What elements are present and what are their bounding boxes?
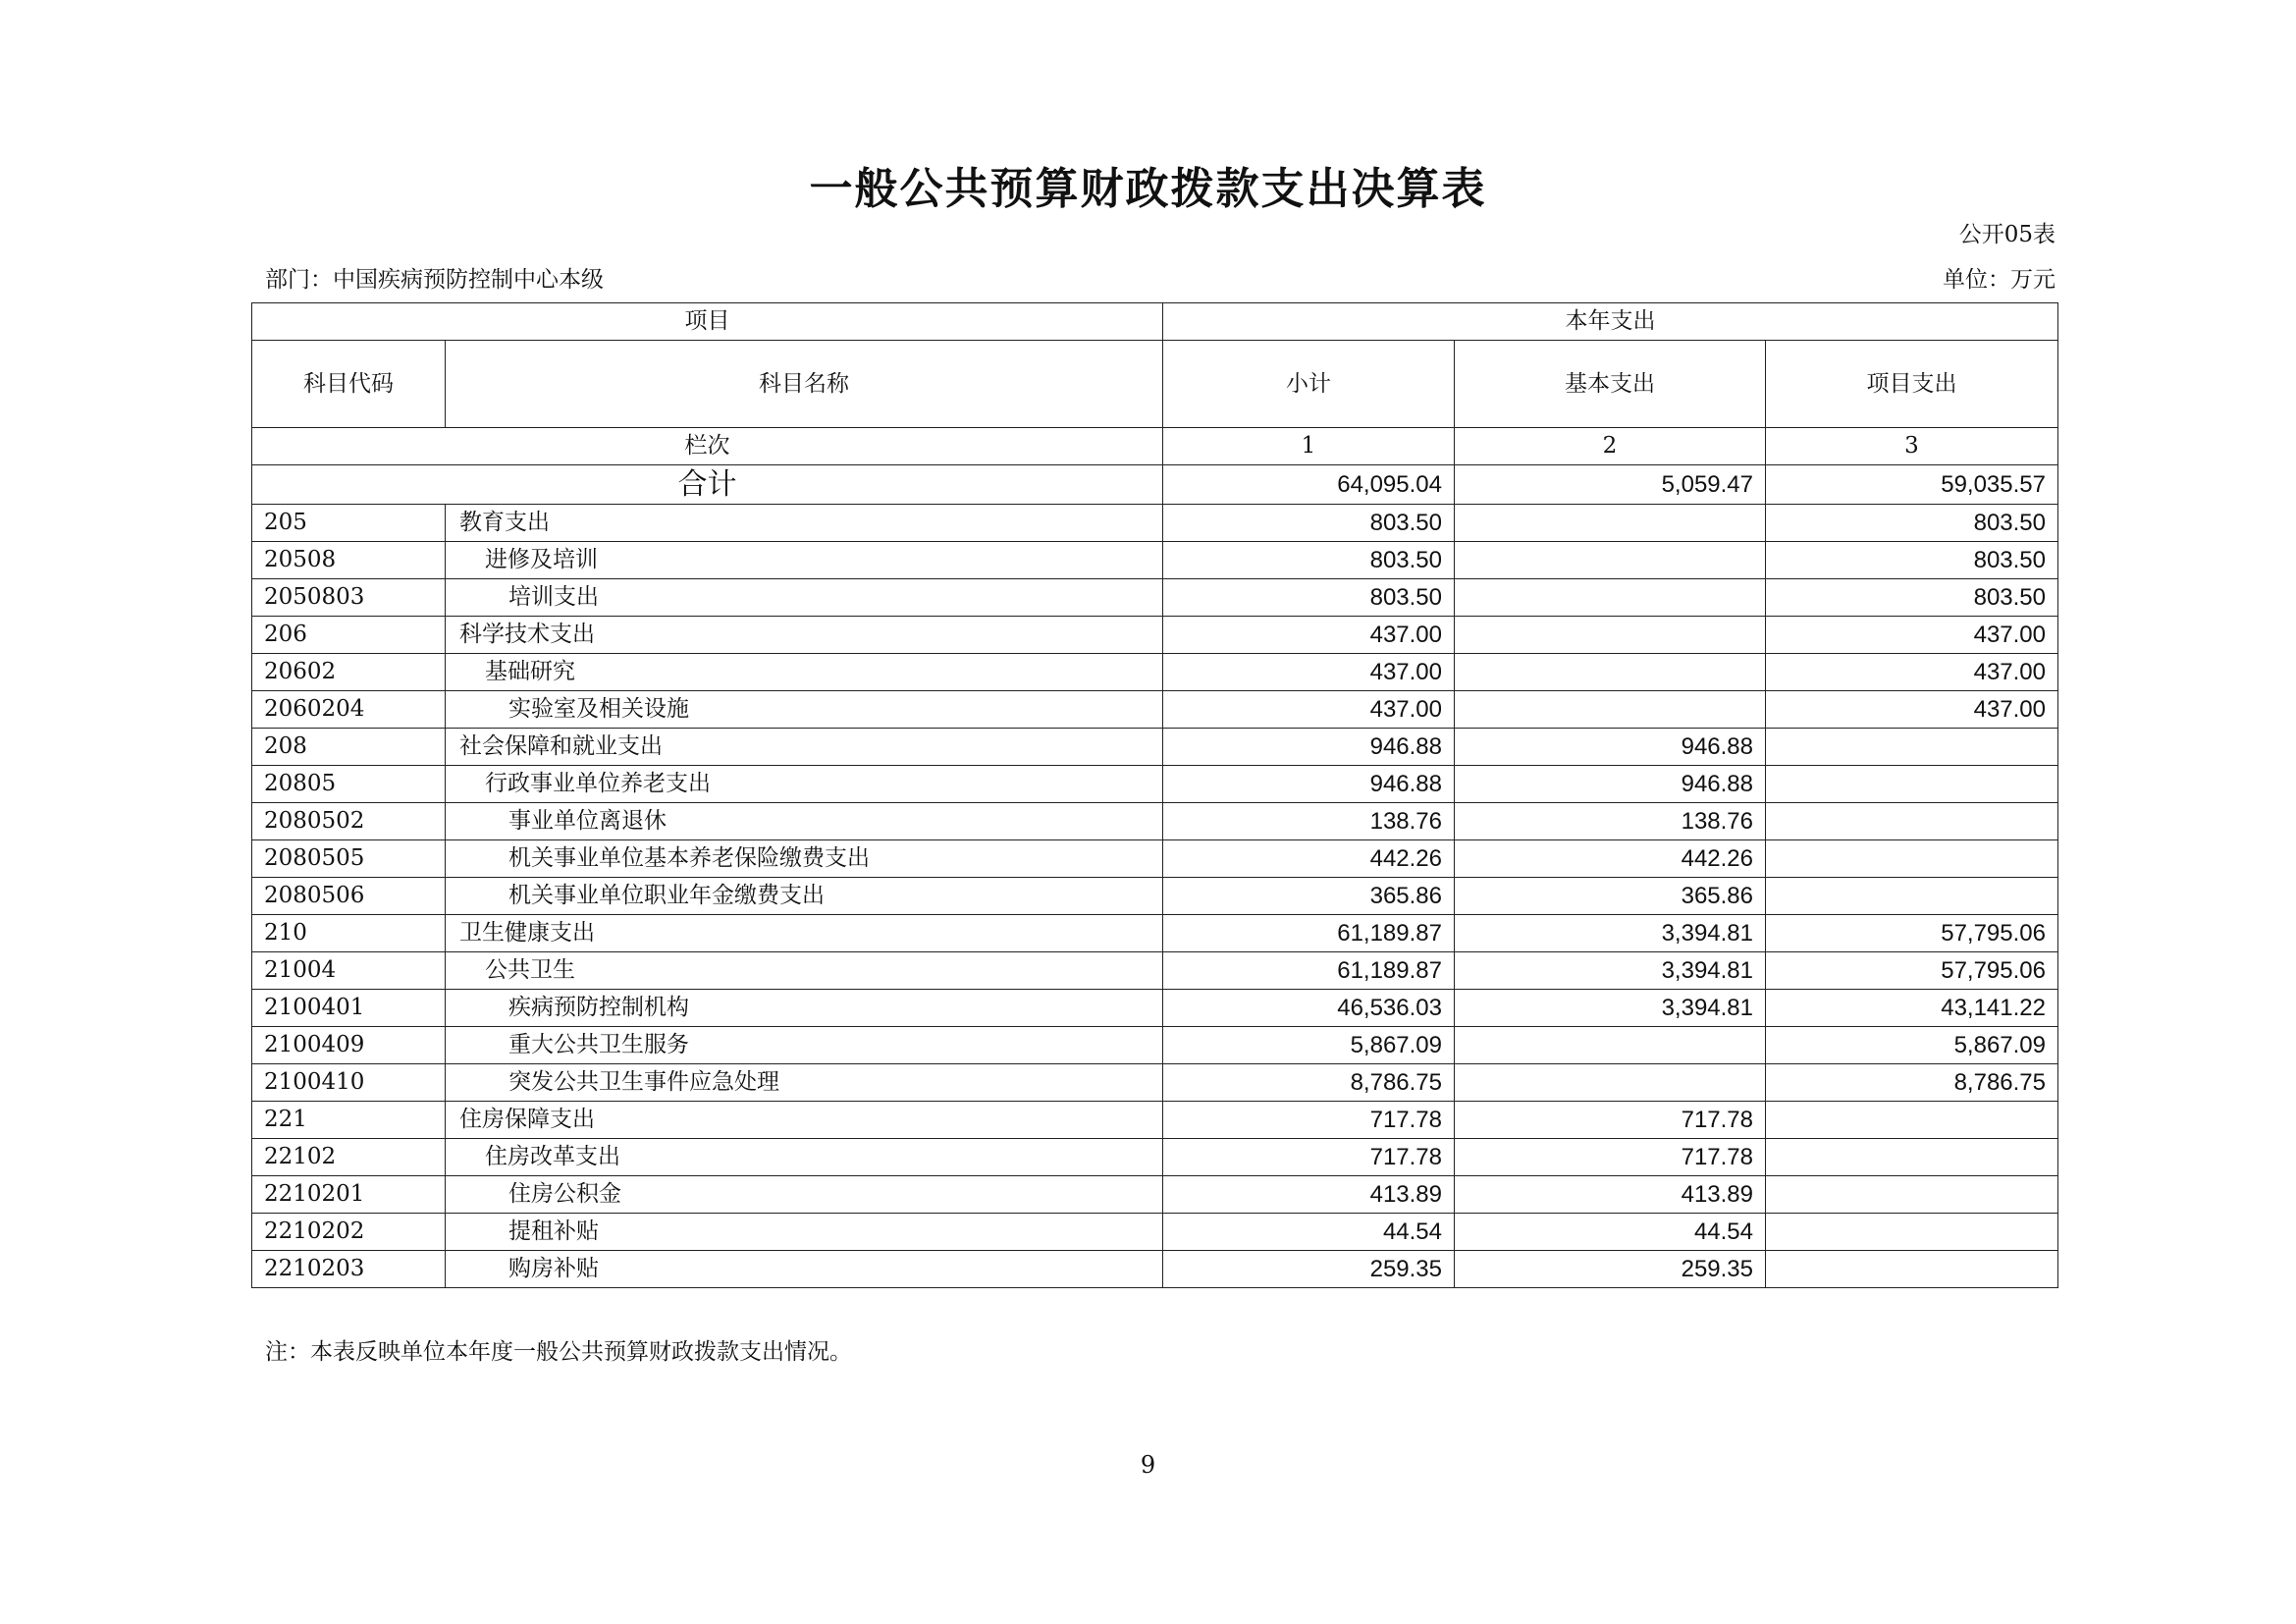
basic-cell: 3,394.81 — [1455, 990, 1766, 1027]
basic-cell — [1455, 505, 1766, 542]
project-cell: 437.00 — [1766, 654, 2058, 691]
table-row — [252, 1027, 2058, 1064]
column-number-2: 2 — [1455, 428, 1766, 465]
table-row — [252, 1214, 2058, 1251]
subtotal-cell: 138.76 — [1163, 803, 1455, 840]
subtotal-cell: 365.86 — [1163, 878, 1455, 915]
project-cell: 437.00 — [1766, 691, 2058, 729]
department-label: 部门：中国疾病预防控制中心本级 — [265, 267, 604, 293]
project-cell — [1766, 803, 2058, 840]
table-row — [252, 766, 2058, 803]
subtotal-cell: 803.50 — [1163, 505, 1455, 542]
subject-code: 210 — [252, 915, 446, 952]
subtotal-cell: 803.50 — [1163, 542, 1455, 579]
subject-code: 2080505 — [252, 840, 446, 878]
page-number: 9 — [1140, 1451, 1156, 1479]
column-number-1: 1 — [1163, 428, 1455, 465]
subject-name: 机关事业单位职业年金缴费支出 — [446, 878, 1163, 915]
footnote: 注：本表反映单位本年度一般公共预算财政拨款支出情况。 — [265, 1339, 852, 1365]
subject-code: 205 — [252, 505, 446, 542]
basic-cell — [1455, 654, 1766, 691]
subtotal-cell: 61,189.87 — [1163, 952, 1455, 990]
subject-name: 基础研究 — [446, 654, 1163, 691]
table-row — [252, 1176, 2058, 1214]
subtotal-cell: 259.35 — [1163, 1251, 1455, 1288]
project-cell — [1766, 1102, 2058, 1139]
project-cell — [1766, 840, 2058, 878]
basic-cell — [1455, 1064, 1766, 1102]
subject-name: 住房公积金 — [446, 1176, 1163, 1214]
subtotal-cell: 717.78 — [1163, 1139, 1455, 1176]
basic-cell: 44.54 — [1455, 1214, 1766, 1251]
table-row — [252, 952, 2058, 990]
subject-name: 事业单位离退休 — [446, 803, 1163, 840]
subtotal-cell: 437.00 — [1163, 691, 1455, 729]
project-cell: 8,786.75 — [1766, 1064, 2058, 1102]
header-name: 科目名称 — [446, 341, 1163, 428]
basic-cell: 717.78 — [1455, 1139, 1766, 1176]
table-row — [252, 915, 2058, 952]
table-row — [252, 803, 2058, 840]
subtotal-cell: 946.88 — [1163, 766, 1455, 803]
project-cell — [1766, 766, 2058, 803]
page-title: 一般公共预算财政拨款支出决算表 — [809, 164, 1487, 214]
subject-code: 20805 — [252, 766, 446, 803]
subject-name: 购房补贴 — [446, 1251, 1163, 1288]
project-cell — [1766, 1214, 2058, 1251]
subject-code: 208 — [252, 729, 446, 766]
header-basic: 基本支出 — [1455, 341, 1766, 428]
basic-cell: 259.35 — [1455, 1251, 1766, 1288]
subtotal-cell: 44.54 — [1163, 1214, 1455, 1251]
subject-name: 社会保障和就业支出 — [446, 729, 1163, 766]
column-number-3: 3 — [1766, 428, 2058, 465]
table-row — [252, 878, 2058, 915]
table-row — [252, 1251, 2058, 1288]
subtotal-cell: 8,786.75 — [1163, 1064, 1455, 1102]
project-cell: 803.50 — [1766, 505, 2058, 542]
subject-code: 20508 — [252, 542, 446, 579]
subject-name: 重大公共卫生服务 — [446, 1027, 1163, 1064]
unit-label: 单位：万元 — [1943, 267, 2056, 293]
subject-code: 2080502 — [252, 803, 446, 840]
subject-name: 行政事业单位养老支出 — [446, 766, 1163, 803]
project-cell — [1766, 1251, 2058, 1288]
table-row — [252, 617, 2058, 654]
basic-cell — [1455, 579, 1766, 617]
subject-code: 2050803 — [252, 579, 446, 617]
basic-cell — [1455, 1027, 1766, 1064]
header-current-year: 本年支出 — [1163, 303, 2058, 341]
subtotal-cell: 442.26 — [1163, 840, 1455, 878]
subject-name: 突发公共卫生事件应急处理 — [446, 1064, 1163, 1102]
subject-name: 公共卫生 — [446, 952, 1163, 990]
subtotal-cell: 803.50 — [1163, 579, 1455, 617]
basic-cell: 442.26 — [1455, 840, 1766, 878]
subject-code: 2100410 — [252, 1064, 446, 1102]
subject-name: 培训支出 — [446, 579, 1163, 617]
table-row — [252, 505, 2058, 542]
subject-name: 提租补贴 — [446, 1214, 1163, 1251]
basic-cell — [1455, 691, 1766, 729]
table-row — [252, 579, 2058, 617]
project-cell: 57,795.06 — [1766, 915, 2058, 952]
project-cell — [1766, 878, 2058, 915]
subject-name: 住房保障支出 — [446, 1102, 1163, 1139]
subject-name: 疾病预防控制机构 — [446, 990, 1163, 1027]
subject-code: 2100401 — [252, 990, 446, 1027]
basic-cell — [1455, 617, 1766, 654]
project-cell: 437.00 — [1766, 617, 2058, 654]
basic-cell: 946.88 — [1455, 766, 1766, 803]
project-cell: 803.50 — [1766, 579, 2058, 617]
header-subtotal: 小计 — [1163, 341, 1455, 428]
project-cell: 57,795.06 — [1766, 952, 2058, 990]
subject-name: 卫生健康支出 — [446, 915, 1163, 952]
subject-code: 2210202 — [252, 1214, 446, 1251]
subject-code: 21004 — [252, 952, 446, 990]
basic-cell: 3,394.81 — [1455, 915, 1766, 952]
subtotal-cell: 437.00 — [1163, 617, 1455, 654]
subject-name: 实验室及相关设施 — [446, 691, 1163, 729]
subtotal-cell: 946.88 — [1163, 729, 1455, 766]
subject-code: 22102 — [252, 1139, 446, 1176]
basic-cell: 138.76 — [1455, 803, 1766, 840]
project-cell: 43,141.22 — [1766, 990, 2058, 1027]
project-cell — [1766, 729, 2058, 766]
table-row — [252, 542, 2058, 579]
total-label: 合计 — [252, 465, 1163, 505]
table-row — [252, 691, 2058, 729]
subtotal-cell: 717.78 — [1163, 1102, 1455, 1139]
basic-cell: 413.89 — [1455, 1176, 1766, 1214]
subject-code: 2100409 — [252, 1027, 446, 1064]
total-subtotal: 64,095.04 — [1163, 465, 1455, 505]
basic-cell: 3,394.81 — [1455, 952, 1766, 990]
subject-code: 206 — [252, 617, 446, 654]
header-row-2 — [252, 341, 2058, 428]
header-project-expense: 项目支出 — [1766, 341, 2058, 428]
project-cell: 5,867.09 — [1766, 1027, 2058, 1064]
project-cell — [1766, 1139, 2058, 1176]
basic-cell — [1455, 542, 1766, 579]
table-row — [252, 1139, 2058, 1176]
subject-code: 221 — [252, 1102, 446, 1139]
subject-name: 教育支出 — [446, 505, 1163, 542]
subtotal-cell: 413.89 — [1163, 1176, 1455, 1214]
subtotal-cell: 46,536.03 — [1163, 990, 1455, 1027]
subject-code: 2210203 — [252, 1251, 446, 1288]
subtotal-cell: 5,867.09 — [1163, 1027, 1455, 1064]
basic-cell: 365.86 — [1455, 878, 1766, 915]
column-label: 栏次 — [252, 428, 1163, 465]
expenditure-table — [251, 302, 2058, 1288]
column-number-row — [252, 428, 2058, 465]
subject-code: 2060204 — [252, 691, 446, 729]
project-cell — [1766, 1176, 2058, 1214]
subject-code: 2080506 — [252, 878, 446, 915]
total-project: 59,035.57 — [1766, 465, 2058, 505]
table-row — [252, 654, 2058, 691]
basic-cell: 717.78 — [1455, 1102, 1766, 1139]
subject-name: 机关事业单位基本养老保险缴费支出 — [446, 840, 1163, 878]
table-row — [252, 1102, 2058, 1139]
total-basic: 5,059.47 — [1455, 465, 1766, 505]
subject-name: 进修及培训 — [446, 542, 1163, 579]
project-cell: 803.50 — [1766, 542, 2058, 579]
table-row — [252, 1064, 2058, 1102]
subject-name: 科学技术支出 — [446, 617, 1163, 654]
basic-cell: 946.88 — [1455, 729, 1766, 766]
subtotal-cell: 61,189.87 — [1163, 915, 1455, 952]
table-row — [252, 990, 2058, 1027]
total-row — [252, 465, 2058, 505]
table-row — [252, 840, 2058, 878]
header-row-1 — [252, 303, 2058, 341]
table-number: 公开05表 — [1958, 222, 2056, 247]
subject-code: 20602 — [252, 654, 446, 691]
subtotal-cell: 437.00 — [1163, 654, 1455, 691]
header-code: 科目代码 — [252, 341, 446, 428]
header-project: 项目 — [252, 303, 1163, 341]
table-row — [252, 729, 2058, 766]
subject-name: 住房改革支出 — [446, 1139, 1163, 1176]
subject-code: 2210201 — [252, 1176, 446, 1214]
